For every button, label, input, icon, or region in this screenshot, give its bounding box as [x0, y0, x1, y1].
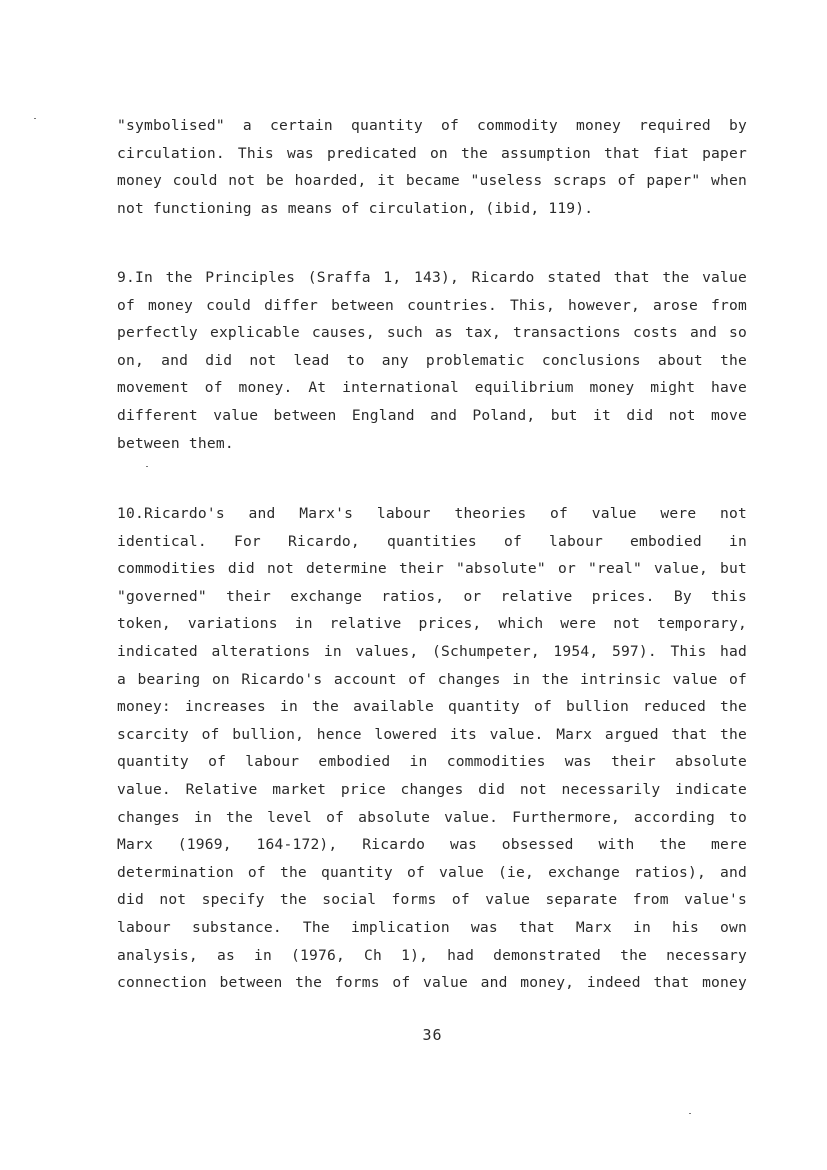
text-line: Marx (1969, 164-172), Ricardo was obsessed with the mere — [117, 836, 747, 854]
text-line: value. Relative market price changes did not necessarily indicate — [117, 780, 747, 798]
text-line: commodities did not determine their "absolute" or "real" value, but — [117, 560, 747, 578]
text-line: between them. — [117, 434, 234, 452]
text-line: "symbolised" a certain quantity of commodity money required by — [117, 117, 747, 134]
scan-speck — [146, 466, 148, 467]
text-line: identical. For Ricardo, quantities of labour embodied in — [117, 532, 747, 550]
text-line: determination of the quantity of value (ie, exchange ratios), and — [117, 863, 747, 881]
text-line: 9.In the Principles (Sraffa 1, 143), Ricardo stated that the value — [117, 269, 747, 286]
text-line: quantity of labour embodied in commodities was their absolute — [117, 753, 747, 771]
text-line: not functioning as means of circulation, (ibid, 119). — [117, 199, 594, 217]
text-line: circulation. This was predicated on the assumption that fiat paper — [117, 144, 747, 162]
text-line: different value between England and Poland, but it did not move — [117, 406, 747, 424]
text-line: a bearing on Ricardo's account of changes in the intrinsic value of — [117, 670, 747, 688]
scan-speck — [689, 1113, 691, 1114]
note-10-paragraph — [117, 500, 747, 997]
page-number: 36 — [422, 1026, 443, 1044]
scan-speck — [34, 118, 36, 119]
text-line: analysis, as in (1976, Ch 1), had demonstrated the necessary — [117, 946, 747, 964]
text-line: 10.Ricardo's and Marx's labour theories of value were not — [117, 505, 747, 522]
note-9-paragraph — [117, 264, 747, 457]
paragraph-continuation — [117, 112, 747, 222]
text-line: money: increases in the available quantity of bullion reduced the — [117, 698, 747, 716]
text-line: money could not be hoarded, it became "useless scraps of paper" when — [117, 172, 747, 190]
text-line: indicated alterations in values, (Schumpeter, 1954, 597). This had — [117, 642, 747, 660]
text-line: movement of money. At international equilibrium money might have — [117, 379, 747, 397]
text-line: perfectly explicable causes, such as tax, transactions costs and so — [117, 324, 747, 342]
text-line: connection between the forms of value and money, indeed that money — [117, 974, 747, 992]
text-line: of money could differ between countries. This, however, arose from — [117, 296, 747, 314]
text-line: on, and did not lead to any problematic conclusions about the — [117, 351, 747, 369]
text-line: "governed" their exchange ratios, or relative prices. By this — [117, 587, 747, 605]
text-line: scarcity of bullion, hence lowered its value. Marx argued that the — [117, 725, 747, 743]
text-line: token, variations in relative prices, which were not temporary, — [117, 615, 747, 633]
text-line: labour substance. The implication was that Marx in his own — [117, 918, 747, 936]
text-line: did not specify the social forms of value separate from value's — [117, 891, 747, 909]
text-line: changes in the level of absolute value. Furthermore, according to — [117, 808, 747, 826]
